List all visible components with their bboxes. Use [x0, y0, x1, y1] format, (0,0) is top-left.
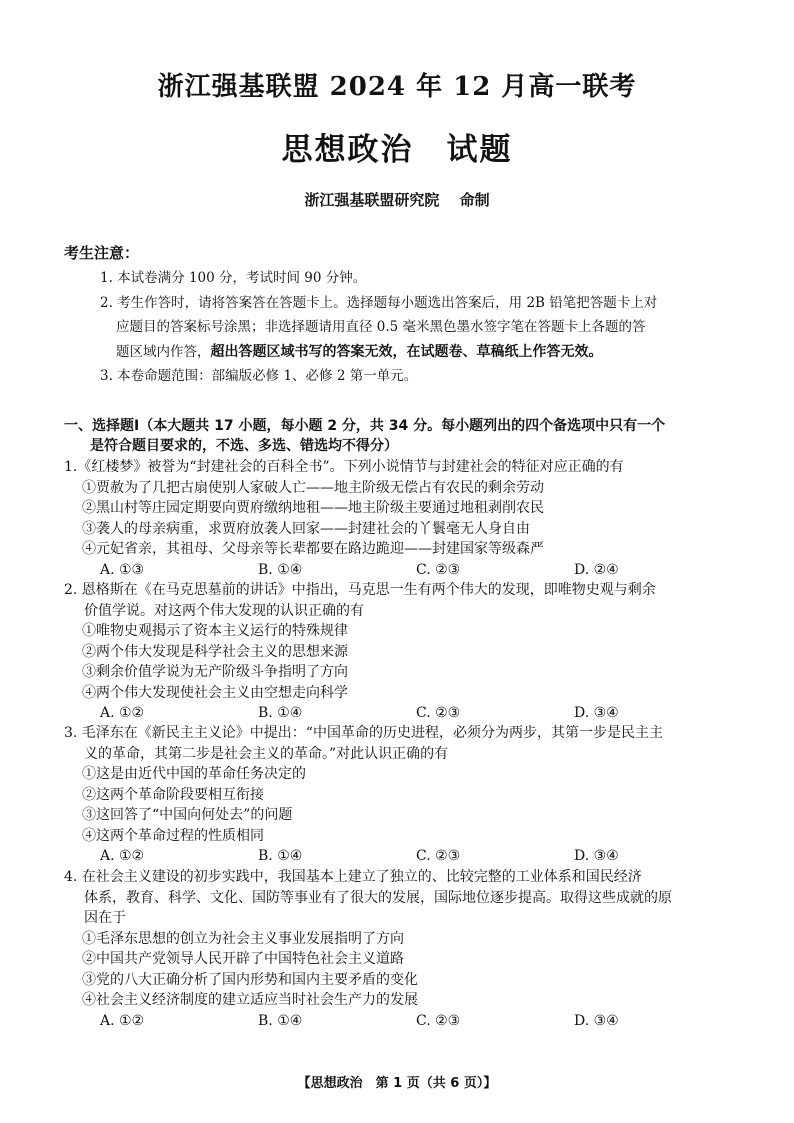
question-option: ③剩余价值学说为无产阶级斗争指明了方向	[82, 664, 348, 680]
question-option: ④社会主义经济制度的建立适应当时社会生产力的发展	[82, 992, 418, 1008]
answer-choice-b: B. ①④	[258, 705, 303, 721]
answer-choice-b: B. ①④	[258, 561, 303, 578]
question-option: ①毛泽东思想的创立为社会主义事业发展指明了方向	[82, 930, 404, 947]
question-stem-cont: 因在于	[84, 910, 126, 926]
question-2	[64, 580, 732, 724]
notice-item-1: 1. 本试卷满分 100 分，考试时间 90 分钟。	[100, 270, 367, 286]
answer-choice-d: D. ③④	[574, 1012, 619, 1029]
section-heading	[64, 416, 728, 456]
notice-item-2-line-1: 2. 考生作答时，请将答案答在答题卡上。选择题每小题选出答案后，用 2B 铅笔把答题卡上对	[100, 294, 658, 311]
notice-heading: 考生注意：	[64, 244, 140, 262]
question-option: ②中国共产党领导人民开辟了中国特色社会主义道路	[82, 951, 404, 967]
question-option: ③袭人的母亲病重，求贾府放袭人回家——封建社会的丫鬟毫无人身自由	[82, 520, 530, 537]
question-stem: 3. 毛泽东在《新民主主义论》中提出：“中国革命的历史进程，必须分为两步，其第一步是民主主	[64, 725, 663, 741]
section-heading-line-1: 一、选择题Ⅰ（本大题共 17 小题，每小题 2 分，共 34 分。每小题列出的四个备选项中只有一个	[64, 418, 666, 434]
question-stem: 2. 恩格斯在《在马克思墓前的讲话》中指出，马克思一生有两个伟大的发现，即唯物史观与剩余	[64, 582, 656, 598]
answer-choices	[64, 560, 732, 581]
answer-choice-c: C. ②③	[416, 1012, 461, 1029]
answer-choice-c: C. ②③	[416, 705, 461, 721]
notice-item-2-line-2: 应题目的答案标号涂黑；非选择题请用直径 0.5 毫米黑色墨水签字笔在答题卡上各题的答	[116, 319, 646, 335]
notice-list	[100, 266, 722, 389]
question-stem-cont: 价值学说。对这两个伟大发现的认识正确的有	[84, 602, 364, 619]
answer-choices	[64, 703, 732, 724]
question-stem: 4. 在社会主义建设的初步实践中，我国基本上建立了独立的、比较完整的工业体系和国民经济	[64, 869, 642, 885]
section-heading-line-2: 是符合题目要求的，不选、多选、错选均不得分）	[90, 438, 398, 454]
question-option: ①这是由近代中国的革命任务决定的	[82, 766, 306, 782]
subject-title: 思想政治 试题	[281, 132, 513, 168]
answer-choice-c: C. ②③	[416, 848, 461, 864]
answer-choice-a: A. ①②	[100, 705, 145, 721]
question-option: ②这两个革命阶段要相互衔接	[82, 786, 264, 803]
answer-choice-a: A. ①②	[100, 1012, 145, 1029]
question-option: ③这回答了“中国向何处去”的问题	[82, 807, 293, 823]
answer-choice-b: B. ①④	[258, 848, 303, 864]
question-option: ④两个伟大发现使社会主义由空想走向科学	[82, 684, 348, 701]
answer-choice-d: D. ②④	[574, 561, 619, 578]
notice-item-2-bold-warning: 超出答题区域书写的答案无效，在试题卷、草稿纸上作答无效。	[210, 343, 603, 360]
notice-item-2-line-3	[100, 340, 722, 365]
page-footer: 【思想政治 第 1 页（共 6 页）】	[297, 1076, 497, 1091]
question-stem-cont: 义的革命，其第二步是社会主义的革命。”对此认识正确的有	[84, 745, 449, 762]
answer-choice-a: A. ①③	[100, 561, 145, 578]
question-option: ②黑山村等庄园定期要向贾府缴纳地租——地主阶级主要通过地租剥削农民	[82, 500, 544, 516]
answer-choices	[64, 1011, 732, 1032]
question-4	[64, 867, 732, 1031]
question-option: ②两个伟大发现是科学社会主义的思想来源	[82, 643, 348, 660]
question-option: ④元妃省亲，其祖母、父母亲等长辈都要在路边跪迎——封建国家等级森严	[82, 541, 544, 557]
question-option: ④这两个革命过程的性质相同	[82, 827, 264, 844]
question-1	[64, 457, 732, 580]
notice-item-2-normal: 题区域内作答，	[116, 343, 211, 360]
issuer-line: 浙江强基联盟研究院 命制	[304, 191, 490, 209]
exam-title: 浙江强基联盟 2024 年 12 月高一联考	[157, 72, 637, 102]
answer-choices	[64, 846, 732, 867]
notice-item-3: 3. 本卷命题范围：部编版必修 1、必修 2 第一单元。	[100, 368, 418, 384]
answer-choice-c: C. ②③	[416, 561, 461, 578]
question-stem-cont: 体系，教育、科学、文化、国防等事业有了很大的发展，国际地位逐步提高。取得这些成就的原	[84, 889, 672, 906]
question-option: ①贾赦为了几把古扇使别人家破人亡——地主阶级无偿占有农民的剩余劳动	[82, 479, 544, 496]
answer-choice-d: D. ③④	[574, 848, 619, 864]
question-option: ①唯物史观揭示了资本主义运行的特殊规律	[82, 623, 348, 639]
question-stem: 1.《红楼梦》被誉为“封建社会的百科全书”。下列小说情节与封建社会的特征对应正确的有	[64, 459, 624, 475]
question-3	[64, 723, 732, 867]
question-option: ③党的八大正确分析了国内形势和国内主要矛盾的变化	[82, 971, 418, 988]
answer-choice-a: A. ①②	[100, 848, 145, 864]
answer-choice-b: B. ①④	[258, 1012, 303, 1029]
answer-choice-d: D. ③④	[574, 705, 619, 721]
